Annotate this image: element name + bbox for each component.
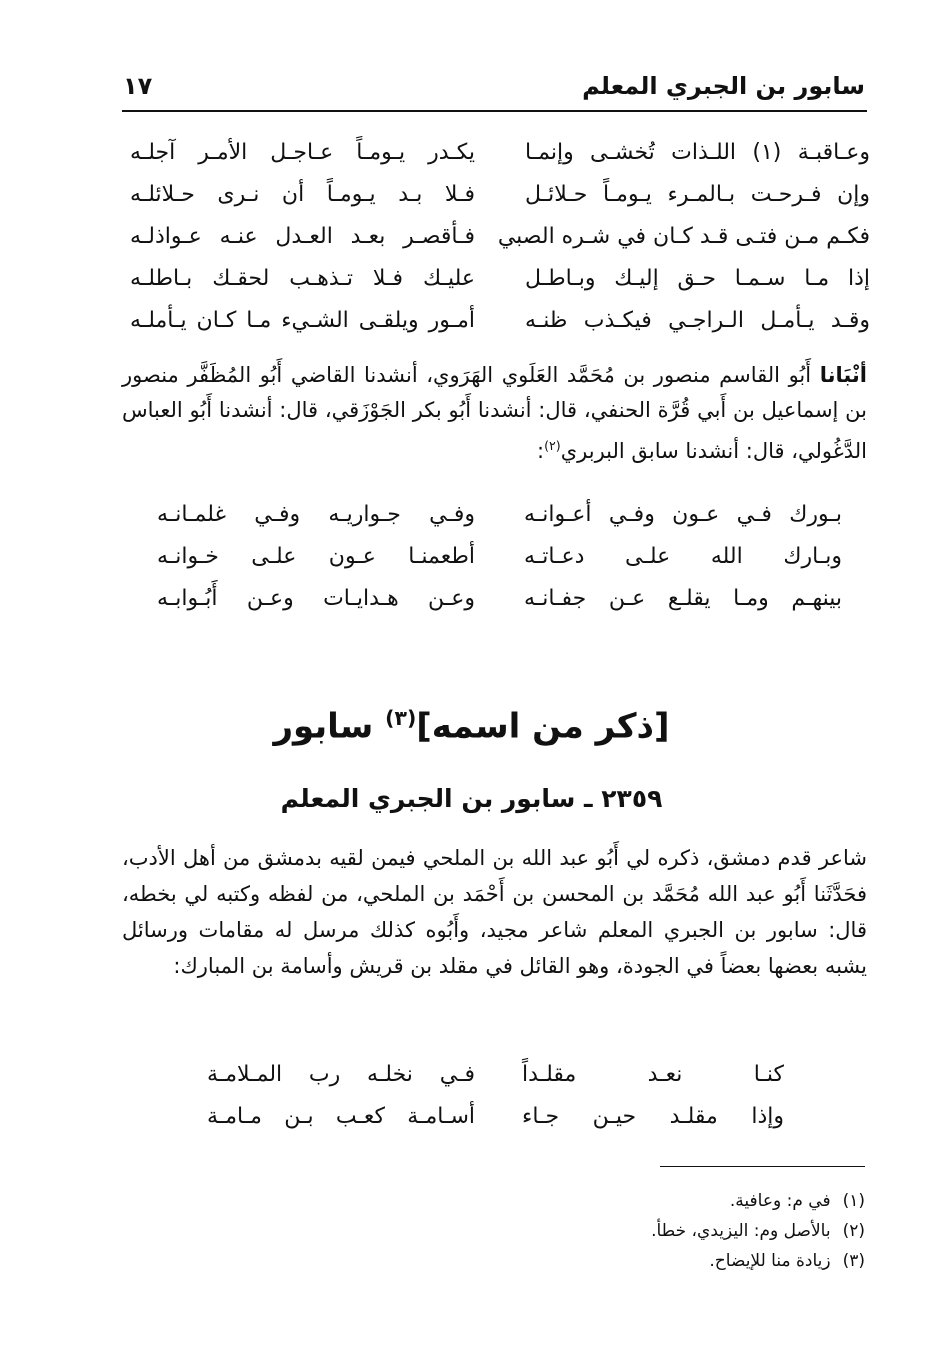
- verse-line: [120, 544, 870, 586]
- section-heading-text: [ذكر من اسمه]: [416, 706, 670, 747]
- footnote-text: بالأصل وم: اليزيدي، خطأ.: [651, 1221, 831, 1241]
- footnote-item: [120, 1246, 865, 1276]
- footnote-number: (٢): [842, 1221, 865, 1241]
- verse-first-hemistich: وإذا مقلـد حيـن جـاء: [522, 1104, 784, 1129]
- verse-line: [120, 140, 870, 182]
- verse-second-hemistich: أطعمنـا عـون علـى خـوانـه: [157, 544, 475, 569]
- verse-line: [120, 586, 870, 628]
- narration-lead-word: أنْبَانا: [819, 363, 867, 387]
- narration-text: أَبُو القاسم منصور بن مُحَمَّد العَلَوي الهَرَوي، أنشدنا القاضي أَبُو المُظَفَّر منصور بن إسماعيل بن أَبي قُرَّة الحنفي، قال: أنشدنا أَبُو بكر الجَوْزَقي، قال: أنشدنا أَبُو العباس الدَّغُولي، قال: أنشدنا سابق البربري: [122, 363, 867, 463]
- footnotes: [120, 1186, 865, 1276]
- footnote-marker: (٣): [385, 706, 417, 730]
- verse-line: [120, 1062, 870, 1104]
- header-divider: [122, 110, 867, 112]
- verse-first-hemistich: إذا مـا سـمـا حـق إليـك وبـاطـل: [525, 266, 870, 291]
- verse-first-hemistich: بينهـم ومـا يقلـع عـن جفـانـه: [524, 586, 842, 611]
- biography-paragraph: شاعر قدم دمشق، ذكره لي أَبُو عبد الله بن الملحي فيمن لقيه بدمشق من أهل الأدب، فحَدَّثَنا أَبُو عبد الله مُحَمَّد بن المحسن بن أَحْمَد بن الملحي، من لفظه وكتبه لي بخطه، قال: سابور بن الجبري المعلم شاعر مجيد، وأَبُوه كذلك مرسل له مقامات ورسائل يشبه بعضها بعضاً في الجودة، وهو القائل في مقلد بن قريش وأسامة بن المبارك:: [122, 846, 867, 978]
- verse-line: [120, 502, 870, 544]
- verse-line: [120, 308, 870, 350]
- footnote-divider: [660, 1166, 865, 1167]
- narration-paragraph: [122, 358, 867, 469]
- footnote-number: (١): [842, 1191, 865, 1211]
- verse-second-hemistich: يكـدر يـومـاً عـاجـل الأمـر آجلـه: [130, 140, 475, 165]
- verse-second-hemistich: وعـن هـدايـات وعـن أَبُـوابـه: [157, 586, 475, 611]
- verse-second-hemistich: فـأقصـر بعـد العـدل عنـه عـواذلـه: [130, 224, 475, 249]
- entry-heading: ٢٣٥٩ ـ سابور بن الجبري المعلم: [280, 784, 663, 813]
- verse-first-hemistich: كنـا نعـد مقلـداً: [522, 1062, 784, 1087]
- verse-second-hemistich: فـلا بـد يـومـاً أن نـرى حـلائلـه: [130, 182, 475, 207]
- verse-first-hemistich: وقـد يـأمـل الـراجـي فيكـذب ظنـه: [525, 308, 870, 333]
- footnote-item: [120, 1216, 865, 1246]
- page-number: ١٧: [123, 72, 153, 100]
- verse-second-hemistich: عليـك فـلا تـذهـب لحقـك بـاطلـه: [130, 266, 475, 291]
- poem-block-1: [120, 140, 870, 350]
- verse-second-hemistich: فـي نخلـه رب المـلامـة: [207, 1062, 475, 1087]
- section-heading: [0, 706, 943, 746]
- verse-line: [120, 224, 870, 266]
- footnote-marker: (٢): [544, 438, 561, 453]
- verse-first-hemistich: وعـاقبـة (١) اللـذات تُخشـى وإنمـا: [525, 140, 871, 165]
- verse-line: [120, 266, 870, 308]
- footnote-number: (٣): [842, 1251, 865, 1271]
- running-header-title: سابور بن الجبري المعلم: [582, 72, 865, 100]
- verse-first-hemistich: وبـارك الله علـى دعـاتـه: [524, 544, 842, 569]
- narration-end: :: [537, 439, 545, 463]
- verse-first-hemistich: فكـم مـن فتـى قـد كـان في شـره الصبي: [497, 224, 870, 249]
- footnote-text: زيادة منا للإيضاح.: [709, 1251, 831, 1271]
- verse-line: [120, 182, 870, 224]
- verse-second-hemistich: أسـامـة كعـب بـن مـامـة: [207, 1104, 475, 1129]
- verse-second-hemistich: وفـي جـواريـه وفـي غلمـانـه: [157, 502, 475, 527]
- footnote-text: في م: وعافية.: [729, 1191, 831, 1211]
- verse-first-hemistich: بـورك فـي عـون وفـي أعـوانـه: [524, 502, 842, 527]
- section-heading-tail: سابور: [273, 706, 386, 747]
- poem-block-2: [120, 502, 870, 628]
- verse-second-hemistich: أمـور ويلقـى الشـيء مـا كـان يـأملـه: [130, 308, 475, 333]
- footnote-item: [120, 1186, 865, 1216]
- verse-first-hemistich: وإن فـرحـت بـالمـرء يـومـاً حـلائـل: [525, 182, 870, 207]
- verse-line: [120, 1104, 870, 1146]
- poem-block-3: [120, 1062, 870, 1146]
